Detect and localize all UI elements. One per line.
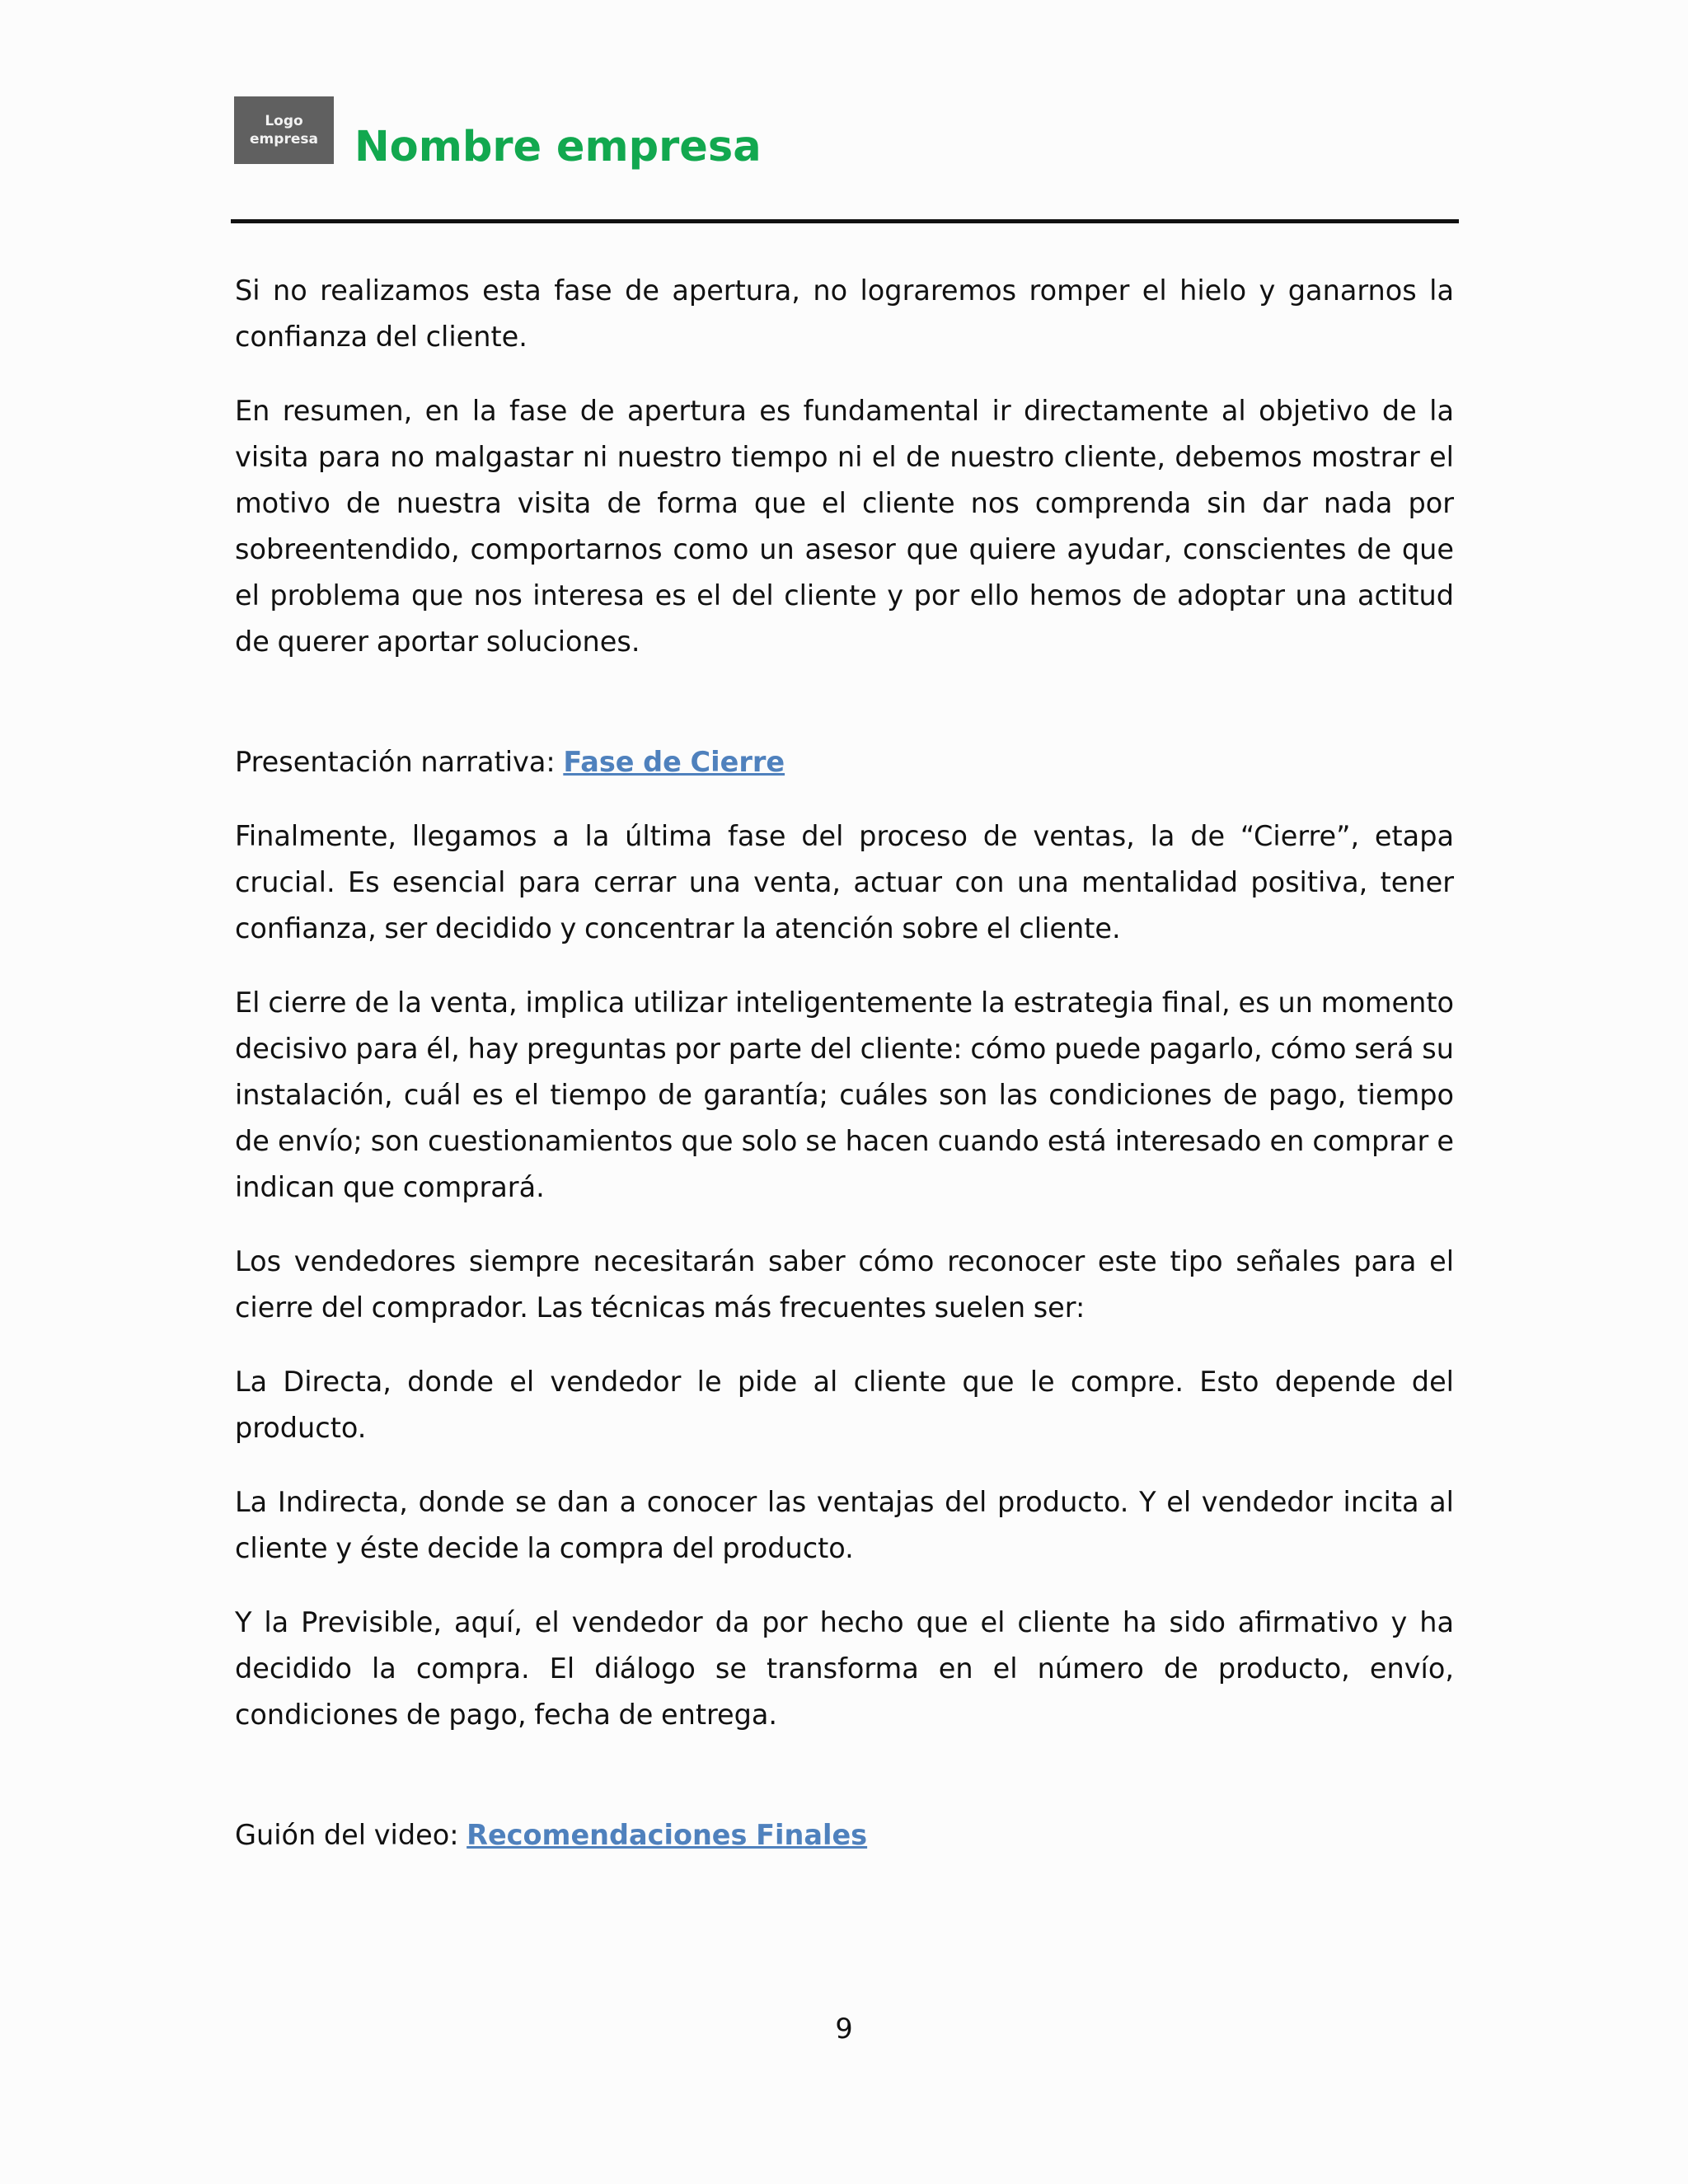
page-number: 9 [835,2013,853,2045]
paragraph-indirecta: La Indirecta, donde se dan a conocer las ventajas del producto. Y el vendedor incita al cliente y éste decide la compra del producto. [235,1486,1454,1564]
paragraph-tecnicas: Los vendedores siempre necesitarán saber cómo reconocer este tipo señales para el cierre del comprador. Las técnicas más frecuentes suelen ser: [235,1245,1454,1324]
paragraph-fase-cierre: Finalmente, llegamos a la última fase del proceso de ventas, la de “Cierre”, etapa crucial. Es esencial para cerrar una venta, actuar con una mentalidad positiva, tener confianza, ser decidido y concentrar la atención sobre el cliente. [235,820,1454,944]
paragraph-directa: La Directa, donde el vendedor le pide al cliente que le compre. Esto depende del producto. [235,1366,1454,1444]
paragraph-cierre-venta: El cierre de la venta, implica utilizar inteligentemente la estrategia final, es un momento decisivo para él, hay preguntas por parte del cliente: cómo puede pagarlo, cómo será su instalación, cuál es el tiempo de garantía; cuáles son las condiciones de pago, tiempo de envío; son cuestionamientos que solo se hacen cuando está interesado en comprar e indican que comprará. [235,987,1454,1203]
logo-text-line1: Logo [265,113,303,129]
paragraph-resumen-apertura: En resumen, en la fase de apertura es fundamental ir directamente al objetivo de la visita para no malgastar ni nuestro tiempo ni el de nuestro cliente, debemos mostrar el motivo de nuestra visita de forma que el cliente nos comprenda sin dar nada por sobreentendido, comportarnos como un asesor que quiere ayudar, conscientes de que el problema que nos interesa es el del cliente y por ello hemos de adoptar una actitud de querer aportar soluciones. [235,395,1454,658]
spacer [235,693,1454,739]
spacer [235,1766,1454,1812]
page-header [234,96,1459,179]
logo-text-line2: empresa [250,131,318,148]
fase-de-cierre-link[interactable]: Fase de Cierre [563,746,785,778]
company-name: Nombre empresa [354,123,762,171]
narrative-label: Presentación narrativa: [235,746,564,778]
video-script-line [235,1812,1454,1858]
paragraph-previsible: Y la Previsible, aquí, el vendedor da por hecho que el cliente ha sido afirmativo y ha decidido la compra. El diálogo se transforma en el número de producto, envío, condiciones de pago, fecha de entrega. [235,1606,1454,1731]
paragraph-apertura-hielo: Si no realizamos esta fase de apertura, no lograremos romper el hielo y ganarnos la confianza del cliente. [235,274,1454,353]
company-logo [234,96,334,164]
header-divider [231,219,1459,223]
video-label: Guión del video: [235,1819,467,1851]
narrative-presentation-line [235,739,1454,785]
document-body [235,268,1454,1886]
recomendaciones-finales-link[interactable]: Recomendaciones Finales [467,1819,868,1851]
